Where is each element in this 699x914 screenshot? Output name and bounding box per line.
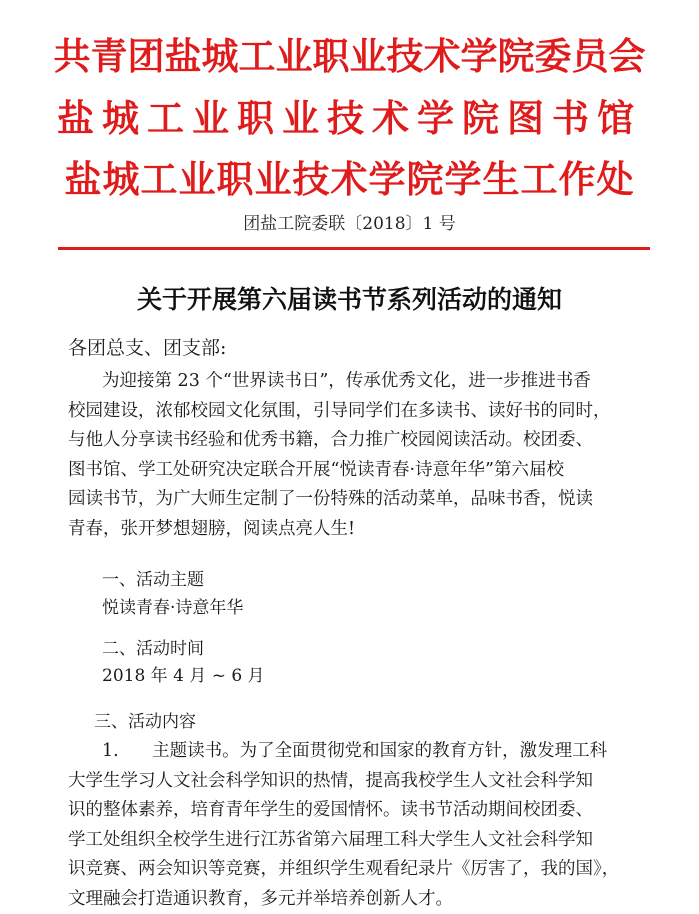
intro-line: 园读书节，为广大师生定制了一份特殊的活动菜单，品味书香，悦读	[68, 489, 593, 509]
red-header-divider	[58, 247, 650, 250]
content-item-reading	[68, 737, 638, 914]
notice-title: 关于开展第六届读书节系列活动的通知	[136, 285, 562, 314]
intro-line: 校园建设，浓郁校园文化氛围，引导同学们在多读书、读好书的同时，	[68, 400, 611, 421]
theme-value: 悦读青春·诗意年华	[102, 598, 244, 618]
item-line: 1. 主题读书。为了全面贯彻党和国家的教育方针，激发理工科	[102, 741, 608, 761]
org-name-student-affairs: 盐城工业职业技术学院学生工作处	[64, 158, 635, 201]
section-heading-time: 二、活动时间	[102, 639, 204, 659]
org-name-library: 盐城工业职业技术学院图书馆	[57, 97, 642, 140]
document-number: 团盐工院委联〔2018〕1 号	[243, 214, 456, 234]
org-name-youth-league: 共青团盐城工业职业技术学院委员会	[53, 35, 646, 78]
intro-paragraph	[68, 367, 638, 544]
item-line: 识的整体素养，培育青年学生的爱国情怀。读书节活动期间校团委、	[68, 800, 593, 820]
intro-line: 图书馆、学工处研究决定联合开展“悦读青春·诗意年华”第六届校	[68, 459, 564, 480]
item-line: 大学生学习人文社会科学知识的热情，提高我校学生人文社会科学知	[68, 770, 593, 791]
item-line: 学工处组织全校学生进行江苏省第六届理工科大学生人文社会科学知	[68, 829, 593, 850]
section-heading-theme: 一、活动主题	[102, 570, 204, 590]
intro-line: 与他人分享读书经验和优秀书籍，合力推广校园阅读活动。校团委、	[68, 430, 593, 450]
intro-line: 青春，张开梦想翅膀，阅读点亮人生!	[68, 518, 356, 539]
salutation: 各团总支、团支部:	[68, 337, 227, 359]
item-line: 识竞赛、两会知识等竞赛，并组织学生观看纪录片《厉害了，我的国》，	[68, 859, 620, 879]
section-heading-content: 三、活动内容	[94, 712, 196, 732]
item-line: 文理融会打造通识教育，多元并举培养创新人才。	[68, 888, 453, 909]
time-value: 2018 年 4 月 ~ 6 月	[102, 666, 265, 686]
intro-line: 为迎接第 23 个“世界读书日”，传承优秀文化，进一步推进书香	[102, 371, 591, 391]
